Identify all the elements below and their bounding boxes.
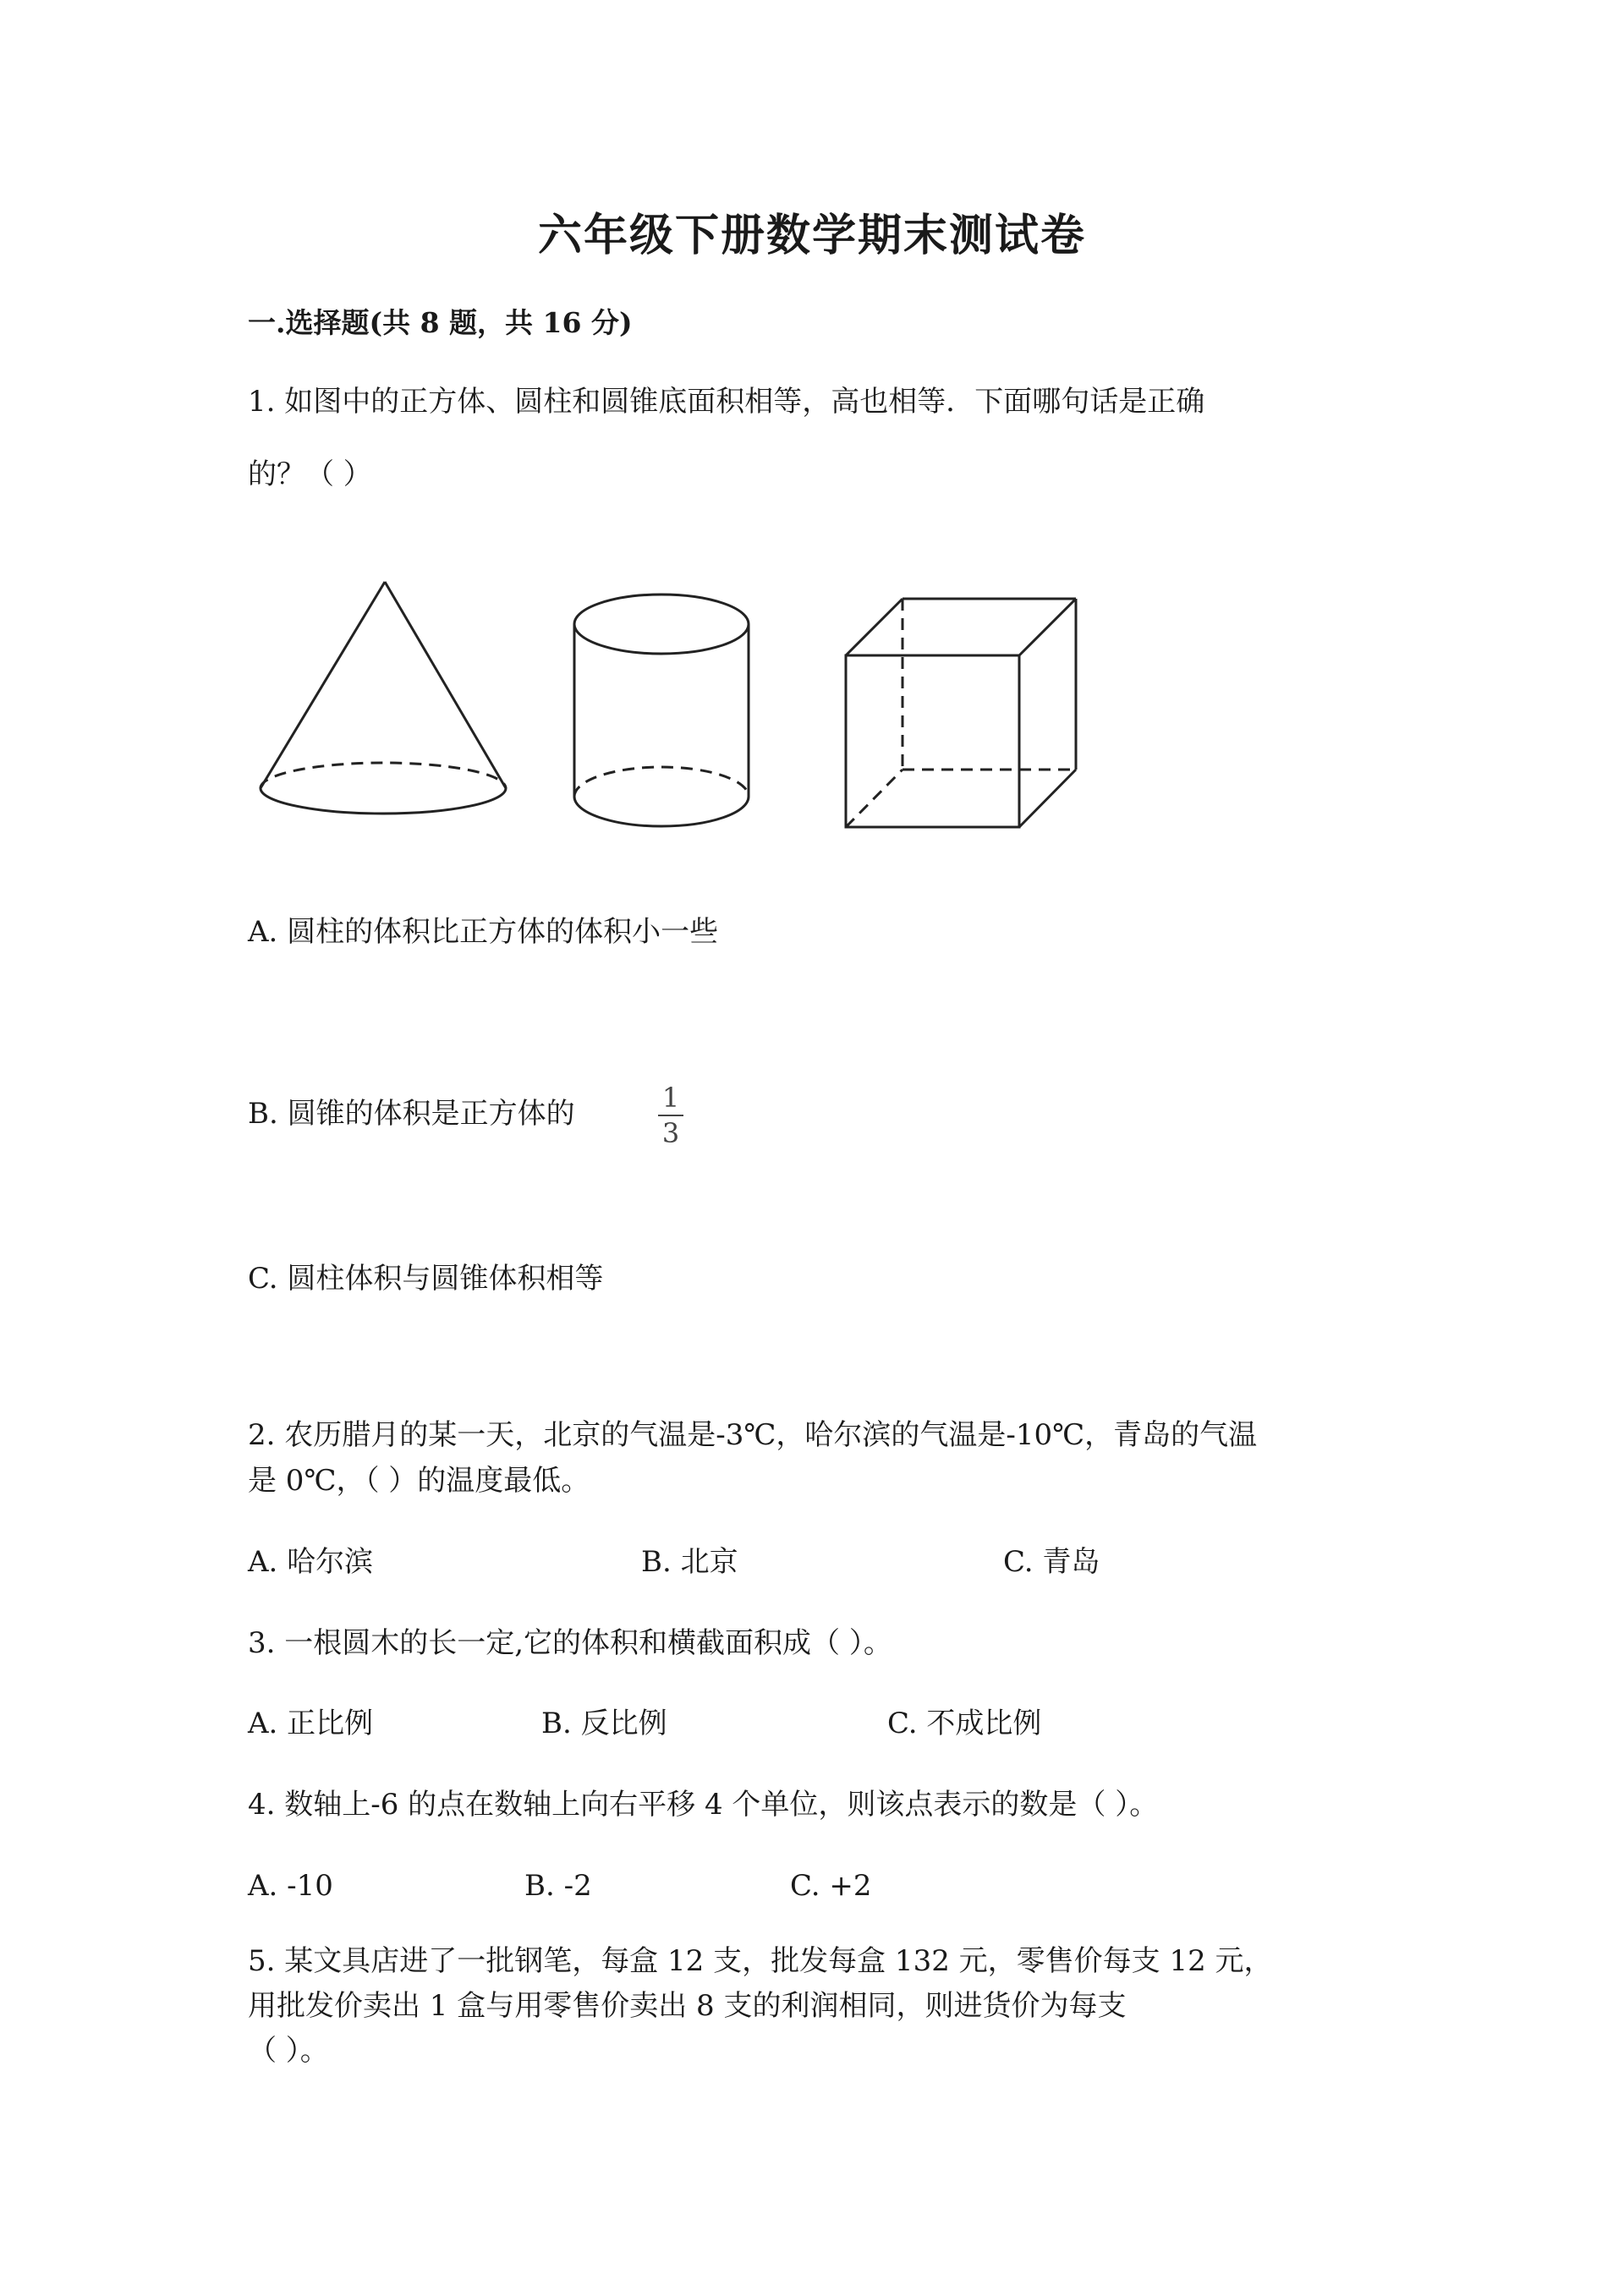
fraction-numerator: 1 xyxy=(661,1082,680,1114)
question-2-text-line2: 是 0℃，（ ）的温度最低。 xyxy=(248,1464,590,1498)
question-1-option-a: A. 圆柱的体积比正方体的体积小一些 xyxy=(248,915,719,949)
section-heading: 一.选择题(共 8 题，共 16 分) xyxy=(248,306,633,339)
question-4-text: 4. 数轴上-6 的点在数轴上向右平移 4 个单位，则该点表示的数是（ ）。 xyxy=(248,1788,1159,1822)
fraction-one-third xyxy=(658,1082,683,1148)
question-4-option-c: C. +2 xyxy=(790,1869,872,1903)
question-3-text: 3. 一根圆木的长一定,它的体积和横截面积成（ ）。 xyxy=(248,1626,892,1660)
question-2-option-c: C. 青岛 xyxy=(1003,1545,1100,1579)
question-4-option-a: A. -10 xyxy=(248,1869,333,1903)
page-title: 六年级下册数学期末测试卷 xyxy=(537,210,1086,261)
cone-figure xyxy=(261,582,506,814)
cylinder-figure xyxy=(574,595,749,826)
question-2-text-line1: 2. 农历腊月的某一天，北京的气温是-3℃，哈尔滨的气温是-10℃，青岛的气温 xyxy=(248,1418,1258,1452)
question-5-text-line3: （ ）。 xyxy=(248,2034,329,2068)
question-3-option-c: C. 不成比例 xyxy=(887,1707,1042,1740)
fraction-bar xyxy=(658,1115,683,1116)
question-5-text-line2: 用批发价卖出 1 盒与用零售价卖出 8 支的利润相同，则进货价为每支 xyxy=(248,1989,1127,2023)
fraction-denominator: 3 xyxy=(661,1117,680,1149)
question-2-option-a: A. 哈尔滨 xyxy=(248,1545,374,1579)
question-3-option-a: A. 正比例 xyxy=(248,1707,374,1740)
question-1-text-line2: 的？（ ） xyxy=(248,458,372,491)
question-2-option-b: B. 北京 xyxy=(641,1545,738,1579)
cube-figure xyxy=(846,599,1076,827)
question-1-option-b: B. 圆锥的体积是正方体的 xyxy=(248,1097,575,1131)
question-5-text-line1: 5. 某文具店进了一批钢笔，每盒 12 支，批发每盒 132 元，零售价每支 12 元， xyxy=(248,1944,1273,1978)
question-3-option-b: B. 反比例 xyxy=(541,1707,667,1740)
question-1-option-c: C. 圆柱体积与圆锥体积相等 xyxy=(248,1262,604,1296)
solid-figures-diagram xyxy=(254,567,1100,837)
question-4-option-b: B. -2 xyxy=(524,1869,592,1903)
question-1-text-line1: 1. 如图中的正方体、圆柱和圆锥底面积相等，高也相等．下面哪句话是正确 xyxy=(248,385,1205,419)
